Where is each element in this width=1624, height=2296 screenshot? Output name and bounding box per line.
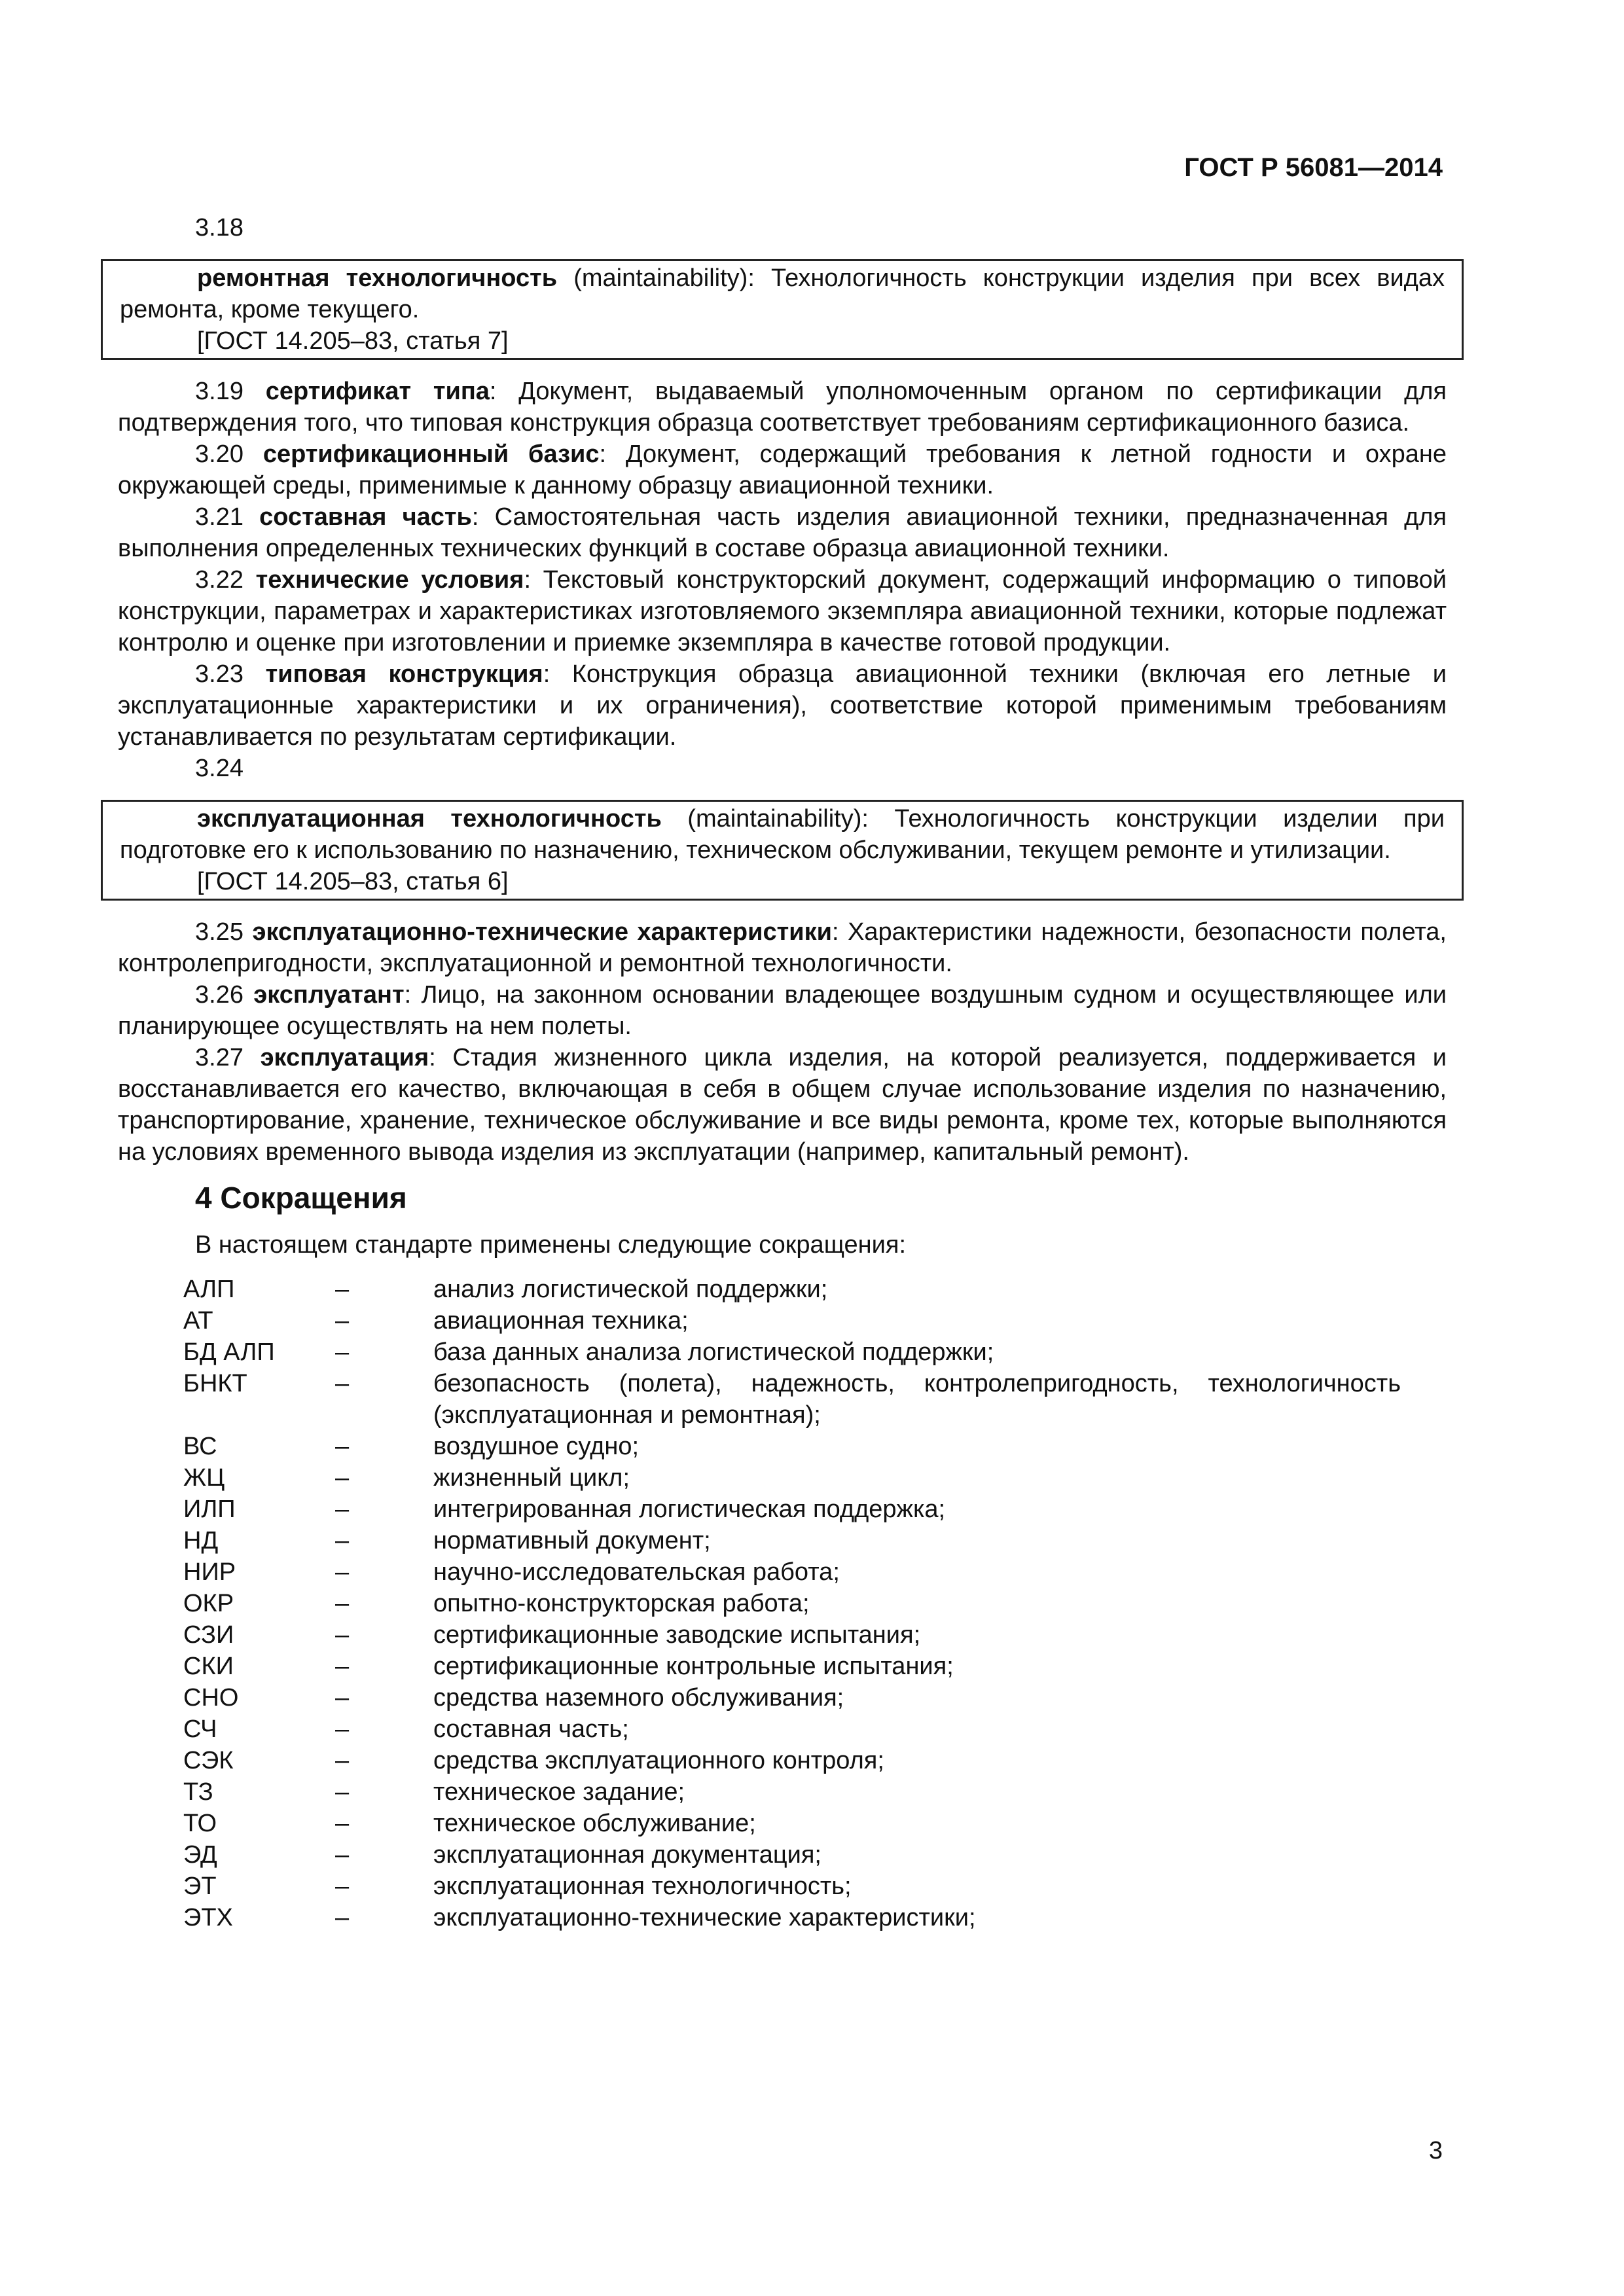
abbreviation-code: БД АЛП [183, 1338, 275, 1366]
abbreviation-code: ЭД [183, 1841, 217, 1869]
abbreviation-dash: – [335, 1370, 350, 1397]
term-name: составная часть [259, 503, 472, 531]
abbreviation-code: ТЗ [183, 1778, 213, 1806]
term-name: эксплуатант [253, 981, 405, 1009]
term-text: : Характеристики надежности, безопасности полета, контролепригодности, эксплуатационной и ремонтной технологичности. [118, 918, 1447, 977]
term-text: : Документ, содержащий требования к летной годности и охране окружающей среды, применимые к данному образцу авиационной техники. [118, 440, 1447, 499]
term-number: 3.21 [195, 503, 260, 531]
abbreviation-dash: – [335, 1307, 350, 1335]
abbreviation-code: ЭТХ [183, 1904, 233, 1931]
term-text: (maintainability): Технологичность конструкции изделия при всех видах ремонта, кроме текущего. [120, 264, 1445, 323]
abbreviation-row [183, 1305, 1401, 1336]
abbreviation-dash: – [335, 1841, 350, 1869]
abbreviation-dash: – [335, 1873, 350, 1900]
abbreviation-definition: жизненный цикл; [433, 1464, 630, 1492]
abbreviation-code: СЗИ [183, 1621, 234, 1649]
abbreviation-row [183, 1902, 1401, 1933]
abbreviation-dash: – [335, 1338, 350, 1366]
abbreviation-definition: сертификационные заводские испытания; [433, 1621, 921, 1649]
term-definition-3-18 [120, 262, 1445, 325]
abbreviation-row [183, 1368, 1401, 1431]
abbreviation-definition: техническое обслуживание; [433, 1810, 756, 1837]
abbreviation-code: СКИ [183, 1653, 234, 1680]
abbreviation-definition: анализ логистической поддержки; [433, 1276, 828, 1303]
abbreviation-definition: эксплуатационная документация; [433, 1841, 821, 1869]
abbreviation-row [183, 1431, 1401, 1462]
abbreviation-code: ЭТ [183, 1873, 217, 1900]
term-name: эксплуатация [260, 1044, 429, 1071]
abbreviation-definition: сертификационные контрольные испытания; [433, 1653, 954, 1680]
abbreviation-dash: – [335, 1276, 350, 1303]
abbreviation-code: НИР [183, 1558, 236, 1586]
term-3-23 [118, 658, 1447, 753]
abbreviation-definition: научно-исследовательская работа; [433, 1558, 840, 1586]
abbreviation-definition: нормативный документ; [433, 1527, 711, 1554]
abbreviation-dash: – [335, 1433, 350, 1460]
abbreviation-row [183, 1839, 1401, 1871]
abbreviation-code: СНО [183, 1684, 239, 1712]
abbreviation-dash: – [335, 1715, 350, 1743]
abbreviation-dash: – [335, 1496, 350, 1523]
abbreviation-code: АТ [183, 1307, 213, 1335]
term-3-22 [118, 564, 1447, 658]
term-name: сертификационный базис [262, 440, 600, 468]
abbreviation-definition: средства наземного обслуживания; [433, 1684, 844, 1712]
abbreviations-table [183, 1274, 1401, 1933]
term-number: 3.19 [195, 378, 266, 405]
page-number: 3 [1428, 2137, 1443, 2164]
abbreviation-definition: составная часть; [433, 1715, 629, 1743]
term-number: 3.20 [195, 440, 263, 468]
term-name: типовая конструкция [265, 660, 543, 688]
term-definition-3-24 [120, 803, 1445, 866]
term-source-3-24: [ГОСТ 14.205–83, статья 6] [197, 868, 509, 895]
term-3-21 [118, 501, 1447, 564]
abbreviation-dash: – [335, 1653, 350, 1680]
term-number: 3.23 [195, 660, 266, 688]
abbreviation-dash: – [335, 1684, 350, 1712]
abbreviation-code: СЧ [183, 1715, 217, 1743]
term-number-3-24: 3.24 [195, 755, 244, 782]
abbreviation-dash: – [335, 1810, 350, 1837]
document-body [118, 212, 1447, 1933]
abbreviation-dash: – [335, 1590, 350, 1617]
abbreviation-definition: интегрированная логистическая поддержка; [433, 1496, 946, 1523]
abbreviation-code: АЛП [183, 1276, 235, 1303]
abbreviation-code: БНКТ [183, 1370, 247, 1397]
term-number-3-18: 3.18 [195, 214, 244, 242]
abbreviation-dash: – [335, 1778, 350, 1806]
abbreviation-row [183, 1494, 1401, 1525]
abbreviation-definition: воздушное судно; [433, 1433, 640, 1460]
abbreviation-dash: – [335, 1904, 350, 1931]
term-box-3-18 [101, 259, 1464, 360]
abbreviation-dash: – [335, 1747, 350, 1774]
term-text: : Стадия жизненного цикла изделия, на которой реализуется, поддерживается и восстанавливается его качество, включающая в себя в общем случае использование изделия по назначению, транспортирование, хранение, техническое обслуживание и все виды ремонта, кроме тех, которые выполняются на условиях временного вывода изделия из эксплуатации (например, капитальный ремонт). [118, 1044, 1447, 1166]
abbreviation-definition: авиационная техника; [433, 1307, 689, 1335]
term-text: : Лицо, на законном основании владеющее воздушным судном и осуществляющее или планирующее осуществлять на нем полеты. [118, 981, 1447, 1040]
abbreviation-row [183, 1274, 1401, 1305]
abbreviation-definition: эксплуатационная технологичность; [433, 1873, 852, 1900]
abbreviation-dash: – [335, 1464, 350, 1492]
abbreviation-code: СЭК [183, 1747, 234, 1774]
term-source-3-18: [ГОСТ 14.205–83, статья 7] [197, 327, 509, 355]
term-text: : Документ, выдаваемый уполномоченным органом по сертификации для подтверждения того, что типовая конструкция образца соответствует требованиям сертификационного базиса. [118, 378, 1447, 437]
abbreviation-row [183, 1588, 1401, 1619]
term-number: 3.27 [195, 1044, 261, 1071]
abbreviation-row [183, 1462, 1401, 1494]
abbreviation-code: НД [183, 1527, 219, 1554]
term-3-26 [118, 979, 1447, 1042]
term-3-19 [118, 376, 1447, 439]
abbreviation-code: ЖЦ [183, 1464, 225, 1492]
abbreviation-code: ИЛП [183, 1496, 236, 1523]
abbreviation-dash: – [335, 1527, 350, 1554]
term-text: : Конструкция образца авиационной техники (включая его летные и эксплуатационные характеристики и их ограничения), соответствие которой применимым требованиям устанавливается по результатам сертификации. [118, 660, 1447, 751]
abbreviation-code: ОКР [183, 1590, 234, 1617]
term-name: ремонтная технологичность [197, 264, 558, 292]
abbreviation-row [183, 1808, 1401, 1839]
term-name: эксплуатационная технологичность [197, 805, 662, 833]
abbreviation-row [183, 1682, 1401, 1713]
term-number: 3.22 [195, 566, 256, 594]
abbreviation-row [183, 1336, 1401, 1368]
term-name: эксплуатационно-технические характеристики [252, 918, 832, 946]
term-number: 3.25 [195, 918, 253, 946]
abbreviation-code: ТО [183, 1810, 217, 1837]
term-3-25 [118, 916, 1447, 979]
term-text: (maintainability): Технологичность конструкции изделии при подготовке его к использованию по назначению, техническом обслуживании, текущем ремонте и утилизации. [120, 805, 1445, 864]
abbreviation-row [183, 1619, 1401, 1651]
section-title: 4 Сокращения [195, 1181, 407, 1215]
abbreviation-row [183, 1745, 1401, 1776]
abbreviation-definition: техническое задание; [433, 1778, 685, 1806]
abbreviation-row [183, 1713, 1401, 1745]
term-text: : Текстовый конструкторский документ, содержащий информацию о типовой конструкции, параметрах и характеристиках изготовляемого экземпляра авиационной техники, которые подлежат контролю и оценке при изготовлении и приемке экземпляра в качестве готовой продукции. [118, 566, 1447, 656]
abbreviation-row [183, 1776, 1401, 1808]
abbreviation-definition: средства эксплуатационного контроля; [433, 1747, 884, 1774]
abbreviation-definition: эксплуатационно-технические характеристики; [433, 1904, 976, 1931]
abbreviation-definition: база данных анализа логистической поддержки; [433, 1338, 994, 1366]
abbreviation-definition: безопасность (полета), надежность, контролепригодность, технологичность (эксплуатационная и ремонтная); [433, 1370, 1401, 1429]
abbreviation-row [183, 1651, 1401, 1682]
section-intro: В настоящем стандарте применены следующие сокращения: [195, 1231, 907, 1259]
abbreviation-code: ВС [183, 1433, 217, 1460]
abbreviation-row [183, 1871, 1401, 1902]
term-name: технические условия [255, 566, 524, 594]
abbreviation-definition: опытно-конструкторская работа; [433, 1590, 810, 1617]
document-header: ГОСТ Р 56081—2014 [1184, 153, 1443, 182]
term-number: 3.26 [195, 981, 254, 1009]
term-text: : Самостоятельная часть изделия авиационной техники, предназначенная для выполнения определенных технических функций в составе образца авиационной техники. [118, 503, 1447, 562]
term-name: сертификат типа [265, 378, 490, 405]
abbreviation-row [183, 1525, 1401, 1556]
term-3-20 [118, 439, 1447, 501]
term-3-27 [118, 1042, 1447, 1168]
term-box-3-24 [101, 800, 1464, 901]
abbreviation-dash: – [335, 1558, 350, 1586]
abbreviation-dash: – [335, 1621, 350, 1649]
abbreviation-row [183, 1556, 1401, 1588]
